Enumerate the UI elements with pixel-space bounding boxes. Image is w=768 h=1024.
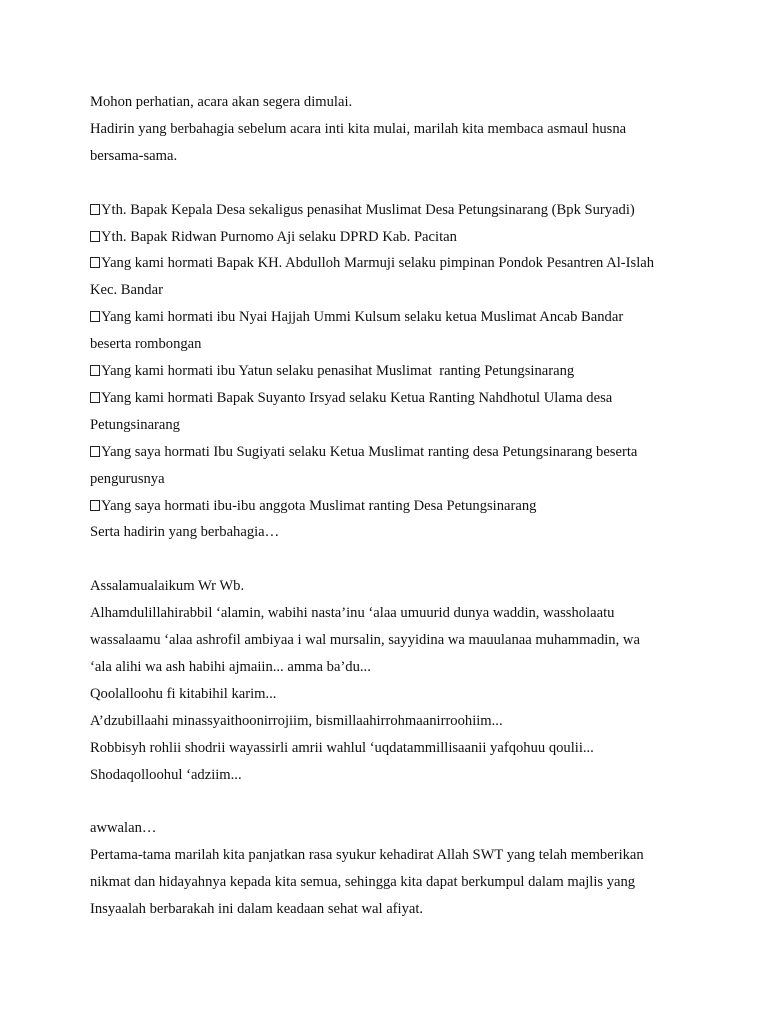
- checkbox-bullet-icon: [90, 231, 100, 242]
- text-line: Hadirin yang berbahagia sebelum acara inti kita mulai, marilah kita membaca asmaul husna: [90, 120, 627, 137]
- text-line: awwalan…: [90, 820, 157, 837]
- list-item: [90, 197, 690, 224]
- awwalan-paragraph: [90, 815, 690, 923]
- list-item-text-continued: beserta rombongan: [90, 336, 202, 353]
- document-page: [90, 89, 690, 923]
- list-item: [90, 439, 690, 493]
- greetings-list: [90, 197, 690, 547]
- checkbox-bullet-icon: [90, 204, 100, 215]
- list-item-text-continued: Kec. Bandar: [90, 282, 163, 299]
- text-line: Assalamualaikum Wr Wb.: [90, 578, 245, 595]
- checkbox-bullet-icon: [90, 311, 100, 322]
- list-item-text: Yang saya hormati Ibu Sugiyati selaku Ketua Muslimat ranting desa Petungsinarang beserta: [101, 443, 638, 460]
- list-item: [90, 493, 690, 520]
- text-line: Alhamdulillahirabbil ‘alamin, wabihi nasta’inu ‘alaa umuurid dunya waddin, wassholaatu: [90, 605, 615, 622]
- list-item-text: Yang kami hormati ibu Nyai Hajjah Ummi Kulsum selaku ketua Muslimat Ancab Bandar: [101, 309, 624, 326]
- list-item: [90, 358, 690, 385]
- blank-line: [90, 170, 690, 197]
- list-item: [90, 224, 690, 251]
- text-line: Robbisyh rohlii shodrii wayassirli amrii wahlul ‘uqdatammillisaanii yafqohuu qoulii...: [90, 739, 594, 756]
- blank-line: [90, 546, 690, 573]
- text-line: Mohon perhatian, acara akan segera dimulai.: [90, 94, 353, 110]
- list-item-text-continued: Petungsinarang: [90, 416, 180, 433]
- text-line: Insyaalah berbarakah ini dalam keadaan sehat wal afiyat.: [90, 901, 424, 918]
- blank-line: [90, 789, 690, 816]
- text-line: wassalaamu ‘alaa ashrofil ambiyaa i wal mursalin, sayyidina wa mauulanaa muhammadin, wa: [90, 632, 640, 649]
- salam-paragraph: [90, 573, 690, 788]
- list-item: [90, 304, 690, 358]
- list-item-text-continued: pengurusnya: [90, 470, 165, 487]
- list-item-text: Yth. Bapak Kepala Desa sekaligus penasihat Muslimat Desa Petungsinarang (Bpk Suryadi): [101, 201, 635, 218]
- checkbox-bullet-icon: [90, 392, 100, 403]
- text-line: A’dzubillaahi minassyaithoonirrojiim, bismillaahirrohmaanirroohiim...: [90, 712, 503, 729]
- list-item-text: Yang saya hormati ibu-ibu anggota Muslimat ranting Desa Petungsinarang: [101, 497, 537, 514]
- checkbox-bullet-icon: [90, 365, 100, 376]
- list-item: [90, 385, 690, 439]
- text-line: Qoolalloohu fi kitabihil karim...: [90, 685, 277, 702]
- list-item-text: Yth. Bapak Ridwan Purnomo Aji selaku DPRD Kab. Pacitan: [101, 228, 457, 245]
- opening-paragraph: [90, 89, 690, 170]
- text-line: Shodaqolloohul ‘adziim...: [90, 766, 242, 783]
- list-item-text: Yang kami hormati Bapak KH. Abdulloh Marmuji selaku pimpinan Pondok Pesantren Al-Islah: [101, 255, 655, 272]
- checkbox-bullet-icon: [90, 257, 100, 268]
- text-line: ‘ala alihi wa ash habihi ajmaiin... amma ba’du...: [90, 659, 371, 675]
- list-item-text: Yang kami hormati Bapak Suyanto Irsyad selaku Ketua Ranting Nahdhotul Ulama desa: [101, 389, 613, 406]
- greetings-closing: Serta hadirin yang berbahagia…: [90, 524, 280, 541]
- text-line: Pertama-tama marilah kita panjatkan rasa syukur kehadirat Allah SWT yang telah memberikan: [90, 847, 644, 864]
- checkbox-bullet-icon: [90, 500, 100, 511]
- list-item: [90, 250, 690, 304]
- text-line: nikmat dan hidayahnya kepada kita semua, sehingga kita dapat berkumpul dalam majlis yang: [90, 874, 636, 891]
- text-line: bersama-sama.: [90, 147, 178, 164]
- checkbox-bullet-icon: [90, 446, 100, 457]
- list-item-text: Yang kami hormati ibu Yatun selaku penasihat Muslimat ranting Petungsinarang: [101, 363, 575, 380]
